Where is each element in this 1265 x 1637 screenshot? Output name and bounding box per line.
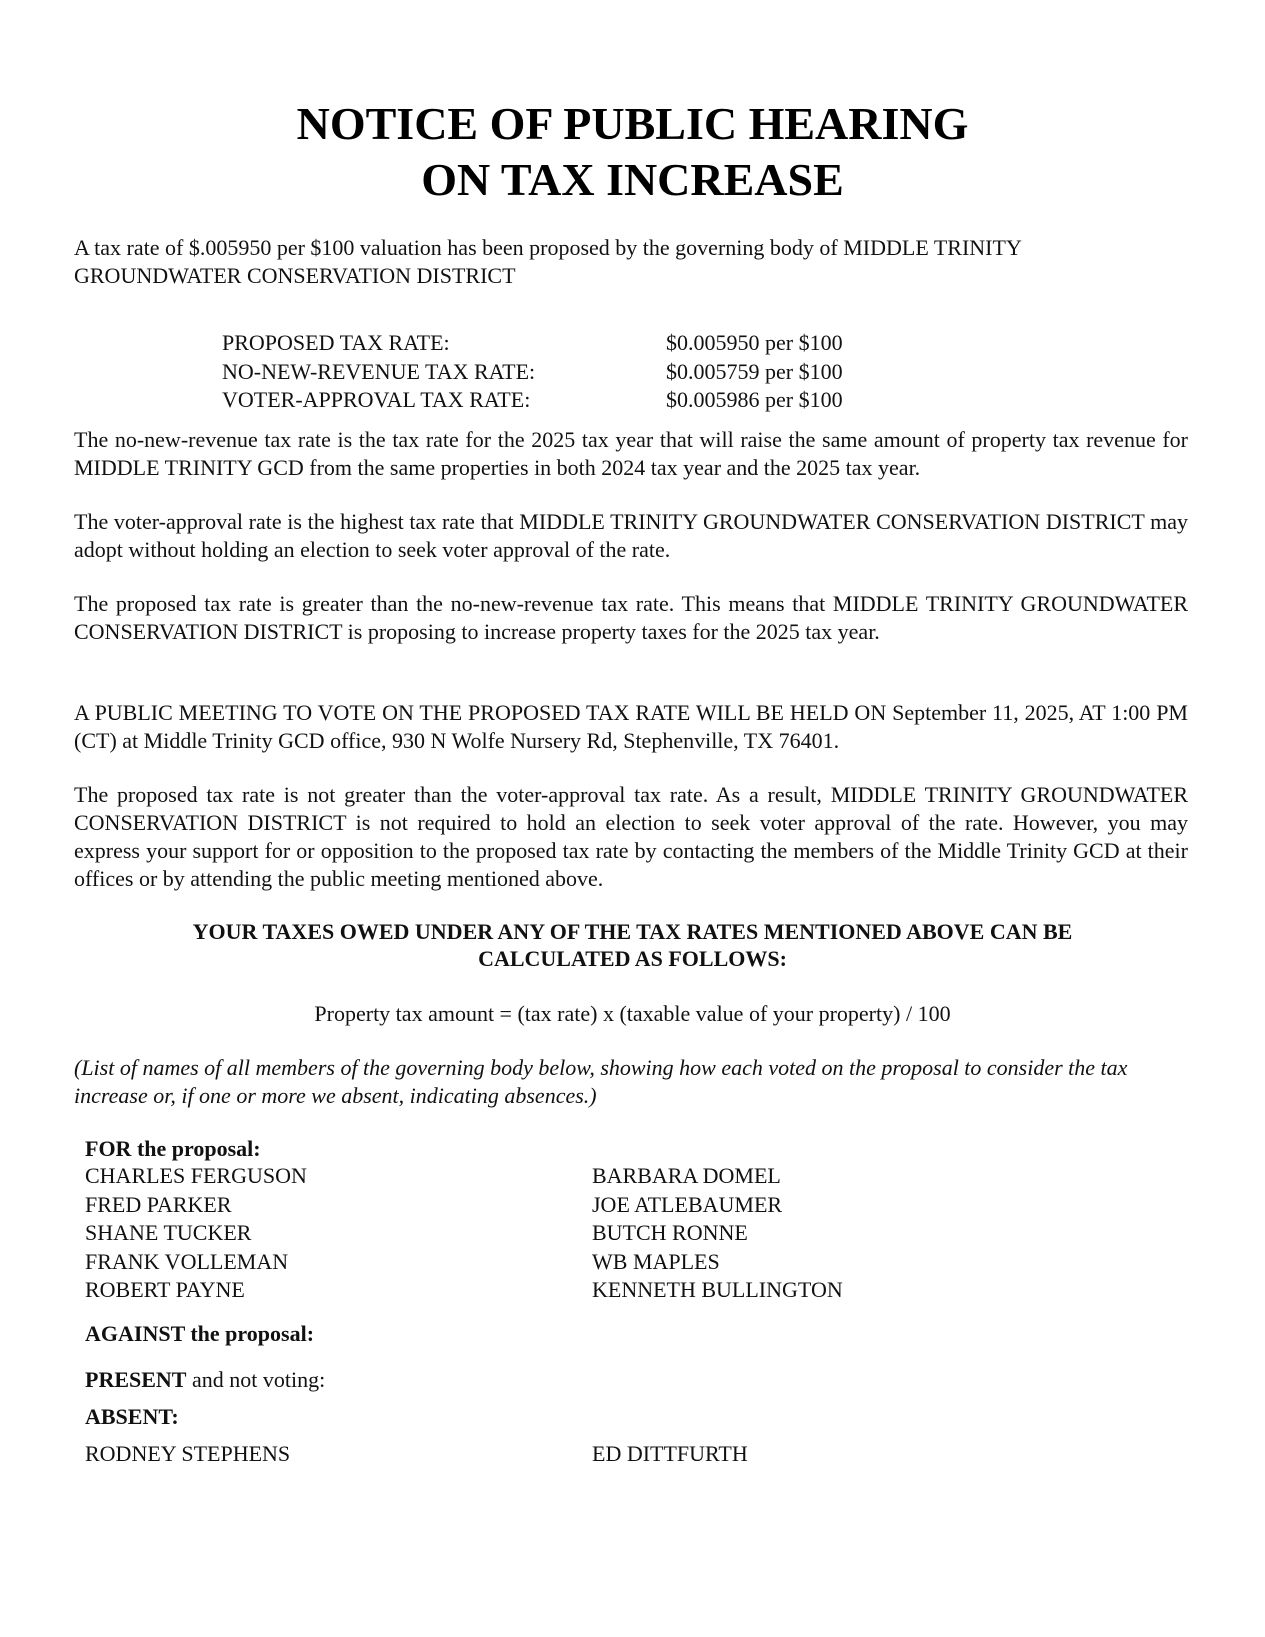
for-list-right (592, 1162, 843, 1305)
rate-value: $0.005950 per $100 (666, 330, 843, 355)
member-name: KENNETH BULLINGTON (592, 1277, 843, 1302)
rate-row-proposed (222, 329, 922, 358)
voter-approval-paragraph: The voter-approval rate is the highest tax rate that MIDDLE TRINITY GROUNDWATER CONSERVATION DISTRICT may adopt without holding an election to seek voter approval of the rate. (74, 509, 1188, 562)
member-name: JOE ATLEBAUMER (592, 1191, 783, 1217)
calc-formula: Property tax amount = (tax rate) x (taxable value of your property) / 100 (314, 1001, 951, 1026)
rate-label: PROPOSED TAX RATE: (222, 330, 450, 355)
against-heading (85, 1320, 314, 1348)
rate-value: $0.005759 per $100 (666, 358, 843, 384)
rate-label: NO-NEW-REVENUE TAX RATE: (222, 358, 536, 384)
present-heading-bold: PRESENT (85, 1367, 187, 1392)
for-list-left (85, 1162, 307, 1305)
title-line-2: ON TAX INCREASE (421, 154, 844, 205)
present-heading (85, 1366, 325, 1394)
for-heading-rest: the proposal: (131, 1136, 261, 1161)
for-heading (85, 1135, 261, 1163)
greater-paragraph: The proposed tax rate is greater than the no-new-revenue tax rate. This means that MIDDLE TRINITY GROUNDWATER CONSERVATION DISTRICT is proposing to increase property taxes for the 2025 tax year. (74, 591, 1188, 644)
present-heading-rest: and not voting: (186, 1367, 326, 1392)
members-note: (List of names of all members of the governing body below, showing how each voted on the proposal to consider the tax increase or, if one or more we absent, indicating absences.) (74, 1055, 1128, 1108)
against-heading-rest: the proposal: (184, 1321, 315, 1346)
rate-row-voter-approval (222, 386, 922, 415)
for-heading-bold: FOR (85, 1136, 132, 1161)
member-name: BUTCH RONNE (592, 1220, 748, 1245)
absent-member-right: ED DITTFURTH (592, 1441, 748, 1466)
rates-table (222, 329, 922, 415)
intro-paragraph: A tax rate of $.005950 per $100 valuation has been proposed by the governing body of MIDDLE TRINITY GROUNDWATER CONSERVATION DISTRICT (74, 235, 1022, 288)
member-name: FRANK VOLLEMAN (85, 1248, 289, 1274)
absent-heading: ABSENT: (85, 1404, 179, 1429)
calc-heading-line-2: CALCULATED AS FOLLOWS: (478, 946, 787, 971)
member-name: CHARLES FERGUSON (85, 1163, 307, 1188)
rate-value: $0.005986 per $100 (666, 387, 843, 412)
against-heading-bold: AGAINST (85, 1321, 185, 1346)
member-name: SHANE TUCKER (85, 1220, 252, 1245)
title-line-1: NOTICE OF PUBLIC HEARING (296, 98, 969, 149)
member-name: FRED PARKER (85, 1191, 232, 1217)
meeting-paragraph: A PUBLIC MEETING TO VOTE ON THE PROPOSED TAX RATE WILL BE HELD ON September 11, 2025, AT 1:00 PM (CT) at Middle Trinity GCD office, 930 N Wolfe Nursery Rd, Stephenville, TX 76401. (74, 700, 1188, 753)
rate-label: VOTER-APPROVAL TAX RATE: (222, 387, 531, 412)
absent-member-left: RODNEY STEPHENS (85, 1441, 291, 1466)
member-name: BARBARA DOMEL (592, 1163, 781, 1188)
rate-row-no-new-revenue (222, 358, 922, 387)
member-name: ROBERT PAYNE (85, 1277, 245, 1302)
member-name: WB MAPLES (592, 1248, 720, 1274)
no-new-revenue-paragraph: The no-new-revenue tax rate is the tax rate for the 2025 tax year that will raise the same amount of property tax revenue for MIDDLE TRINITY GCD from the same properties in both 2024 tax year and the 2025 tax year. (74, 427, 1188, 480)
calc-heading-line-1: YOUR TAXES OWED UNDER ANY OF THE TAX RATES MENTIONED ABOVE CAN BE (192, 919, 1073, 944)
not-greater-paragraph: The proposed tax rate is not greater than the voter-approval tax rate. As a result, MIDDLE TRINITY GROUNDWATER CONSERVATION DISTRICT is not required to hold an election to seek voter approval of the rate. However, you may express your support for or opposition to the proposed tax rate by contacting the members of the Middle Trinity GCD at their offices or by attending the public meeting mentioned above. (74, 782, 1188, 891)
